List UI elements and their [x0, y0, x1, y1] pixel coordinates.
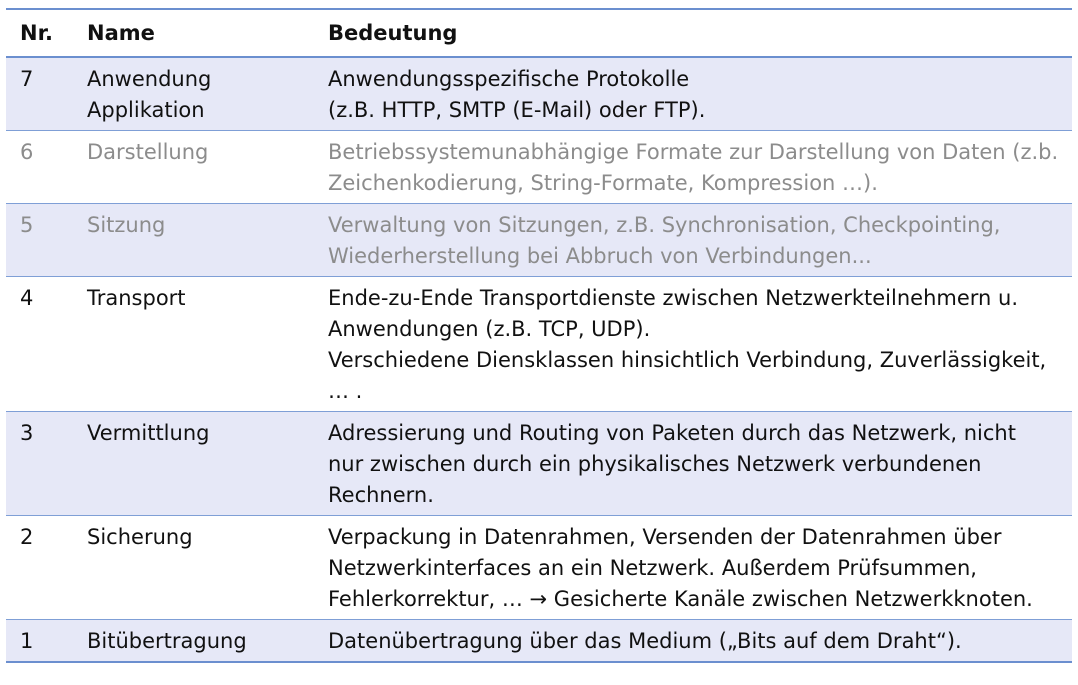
description-line: Rechnern.: [328, 483, 434, 507]
layer-name-line: Darstellung: [87, 140, 209, 164]
layer-name: [73, 204, 314, 277]
layer-name-line: Sicherung: [87, 525, 193, 549]
layer-description: [314, 277, 1072, 412]
description-line: Wiederherstellung bei Abbruch von Verbindungen...: [328, 244, 872, 268]
layer-number: 3: [6, 412, 73, 516]
table-row-layer-6: [6, 131, 1072, 204]
column-header-nr: Nr.: [6, 9, 73, 57]
layer-description: [314, 204, 1072, 277]
description-line: Netzwerkinterfaces an ein Netzwerk. Außerdem Prüfsummen,: [328, 556, 977, 580]
layer-number: 1: [6, 620, 73, 663]
layer-number: 7: [6, 57, 73, 131]
layer-name: [73, 516, 314, 620]
layer-number: 2: [6, 516, 73, 620]
layer-name: [73, 412, 314, 516]
layer-description: [314, 57, 1072, 131]
description-line: Datenübertragung über das Medium („Bits auf dem Draht“).: [328, 629, 962, 653]
description-line: Verwaltung von Sitzungen, z.B. Synchronisation, Checkpointing,: [328, 213, 1001, 237]
column-header-name: Name: [73, 9, 314, 57]
layer-number: 6: [6, 131, 73, 204]
layer-description: [314, 620, 1072, 663]
layer-name-line: Anwendung: [87, 67, 212, 91]
description-line: Verschiedene Diensklassen hinsichtlich Verbindung, Zuverlässigkeit,: [328, 348, 1047, 372]
table-row-layer-1: [6, 620, 1072, 663]
table-row-layer-5: [6, 204, 1072, 277]
layer-name-line: Transport: [87, 286, 186, 310]
table-row-layer-4: [6, 277, 1072, 412]
layer-name-line: Bitübertragung: [87, 629, 247, 653]
layer-name: [73, 277, 314, 412]
description-line: Verpackung in Datenrahmen, Versenden der Datenrahmen über: [328, 525, 1002, 549]
layer-name: [73, 57, 314, 131]
table-header-row: [6, 9, 1072, 57]
description-line: Anwendungen (z.B. TCP, UDP).: [328, 317, 651, 341]
description-line: Ende-zu-Ende Transportdienste zwischen Netzwerkteilnehmern u.: [328, 286, 1019, 310]
layer-number: 4: [6, 277, 73, 412]
layer-name: [73, 131, 314, 204]
osi-layer-table: [6, 8, 1072, 663]
description-line: Adressierung und Routing von Paketen durch das Netzwerk, nicht: [328, 421, 1016, 445]
table-row-layer-7: [6, 57, 1072, 131]
description-line: (z.B. HTTP, SMTP (E-Mail) oder FTP).: [328, 98, 706, 122]
layer-name-line: Applikation: [87, 98, 205, 122]
layer-number: 5: [6, 204, 73, 277]
layer-description: [314, 412, 1072, 516]
description-line: nur zwischen durch ein physikalisches Netzwerk verbundenen: [328, 452, 982, 476]
column-header-meaning: Bedeutung: [314, 9, 1072, 57]
layer-name-line: Sitzung: [87, 213, 166, 237]
description-line: Betriebssystemunabhängige Formate zur Darstellung von Daten (z.b.: [328, 140, 1059, 164]
layer-name: [73, 620, 314, 663]
layer-name-line: Vermittlung: [87, 421, 210, 445]
description-line: Fehlerkorrektur, … → Gesicherte Kanäle zwischen Netzwerkknoten.: [328, 587, 1033, 611]
description-line: … .: [328, 379, 363, 403]
table-row-layer-3: [6, 412, 1072, 516]
description-line: Zeichenkodierung, String-Formate, Kompression …).: [328, 171, 878, 195]
layer-description: [314, 516, 1072, 620]
description-line: Anwendungsspezifische Protokolle: [328, 67, 690, 91]
table-row-layer-2: [6, 516, 1072, 620]
layer-description: [314, 131, 1072, 204]
